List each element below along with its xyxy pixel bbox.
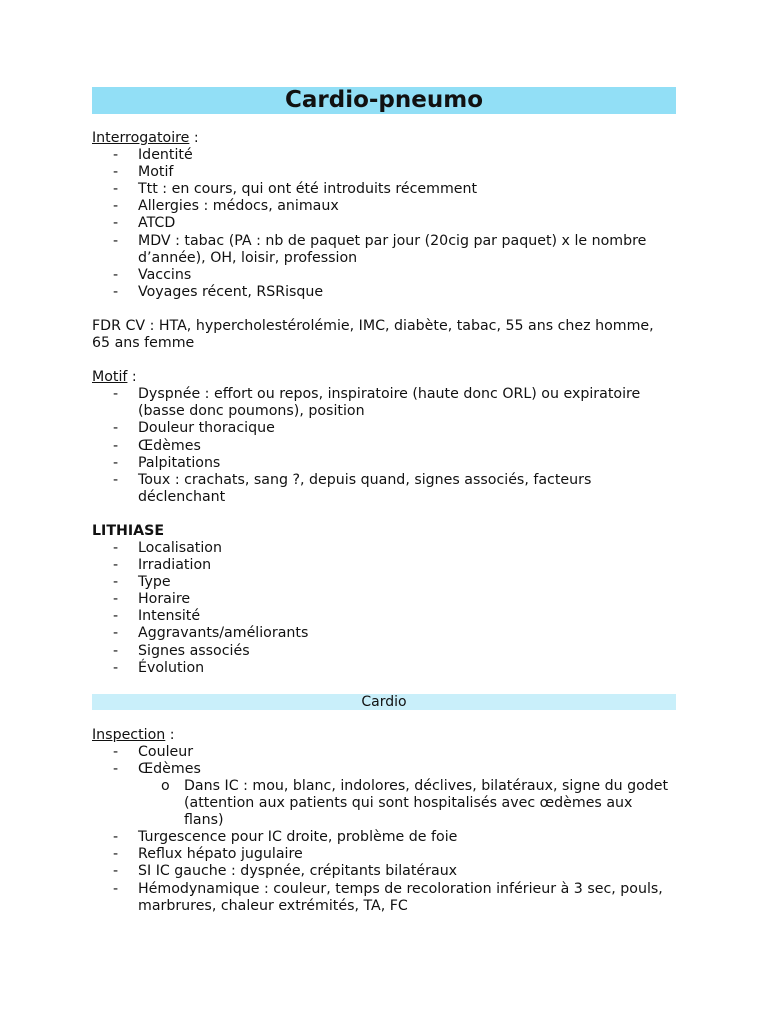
lithiase-heading: LITHIASE (92, 522, 165, 539)
list-item-text: Œdèmes (138, 760, 201, 777)
list-item-text: Ttt : en cours, qui ont été introduits récemment (138, 181, 478, 198)
section-bar-cardio (92, 694, 676, 710)
list-item-text: Turgescence pour IC droite, problème de foie (138, 829, 458, 846)
dash-bullet: - (113, 863, 119, 880)
dash-bullet: - (113, 829, 119, 846)
list-item (92, 574, 676, 591)
list-item (92, 660, 676, 677)
list-item (92, 863, 676, 880)
list-item (92, 284, 676, 301)
document-page (92, 87, 676, 915)
dash-bullet: - (113, 147, 119, 164)
interrogatoire-heading-text: Interrogatoire (92, 130, 190, 146)
fdr-paragraph: FDR CV : HTA, hypercholestérolémie, IMC, diabète, tabac, 55 ans chez homme, 65 ans femme (92, 317, 654, 352)
list-item-text: Signes associés (138, 642, 250, 659)
list-item-text: Œdèmes (138, 437, 201, 454)
dash-bullet: - (113, 232, 119, 249)
list-item-text: Intensité (138, 608, 201, 625)
inspection-heading-suffix: : (165, 726, 175, 743)
list-item (92, 829, 676, 846)
dash-bullet: - (113, 557, 119, 574)
list-item (92, 181, 676, 198)
circle-bullet: o (161, 778, 170, 794)
dash-bullet: - (113, 539, 119, 556)
motif-heading-suffix: : (127, 369, 137, 386)
list-item-text: Type (138, 574, 171, 591)
dash-bullet: - (113, 659, 119, 676)
list-item-text: ATCD (138, 215, 176, 232)
list-item (92, 643, 676, 660)
motif-heading (92, 369, 676, 386)
list-item (92, 164, 676, 181)
inspection-sub-list (138, 778, 676, 829)
list-item (92, 744, 676, 761)
dash-bullet: - (113, 846, 119, 863)
sub-list-item (138, 778, 676, 829)
list-item (92, 761, 676, 829)
interrogatoire-heading-suffix: : (189, 130, 199, 146)
list-item (92, 233, 676, 267)
list-item-text: Évolution (138, 659, 205, 676)
dash-bullet: - (113, 181, 119, 198)
list-item (92, 215, 676, 232)
title-bar (92, 87, 676, 114)
list-item-text: Aggravants/améliorants (138, 625, 309, 642)
list-item (92, 438, 676, 455)
motif-list (92, 386, 676, 506)
list-item-text: Allergies : médocs, animaux (138, 198, 339, 215)
dash-bullet: - (113, 266, 119, 283)
dash-bullet: - (113, 743, 119, 760)
list-item (92, 386, 676, 420)
document-title: Cardio-pneumo (284, 87, 483, 113)
dash-bullet: - (113, 608, 119, 625)
list-item (92, 147, 676, 164)
list-item-text: Voyages récent, RSRisque (138, 283, 324, 300)
list-item-text: MDV : tabac (PA : nb de paquet par jour (20cig par paquet) x le nombre d’année), OH, loisir, profession (138, 232, 647, 266)
list-item-text: Toux : crachats, sang ?, depuis quand, signes associés, facteurs déclenchant (138, 471, 592, 505)
section-title-cardio: Cardio (361, 693, 407, 710)
dash-bullet: - (113, 574, 119, 591)
list-item-text: Hémodynamique : couleur, temps de recoloration inférieur à 3 sec, pouls, marbrures, chaleur extrémités, TA, FC (138, 880, 663, 914)
list-item-text: Vaccins (138, 266, 192, 283)
motif-heading-text: Motif (92, 369, 128, 386)
list-item (92, 591, 676, 608)
dash-bullet: - (113, 471, 119, 488)
list-item (92, 557, 676, 574)
list-item-text: Identité (138, 147, 193, 164)
dash-bullet: - (113, 164, 119, 181)
interrogatoire-heading (92, 130, 676, 147)
spacer (92, 301, 676, 318)
dash-bullet: - (113, 198, 119, 215)
list-item (92, 881, 676, 915)
list-item-text: Couleur (138, 743, 194, 760)
inspection-heading (92, 727, 676, 744)
list-item (92, 455, 676, 472)
dash-bullet: - (113, 591, 119, 608)
list-item-text: Douleur thoracique (138, 420, 275, 437)
dash-bullet: - (113, 642, 119, 659)
list-item-text: Dyspnée : effort ou repos, inspiratoire (haute donc ORL) ou expiratoire (basse donc poumons), position (138, 386, 641, 420)
dash-bullet: - (113, 625, 119, 642)
list-item (92, 472, 676, 506)
list-item (92, 267, 676, 284)
list-item (92, 846, 676, 863)
dash-bullet: - (113, 880, 119, 897)
inspection-heading-text: Inspection (92, 726, 166, 743)
list-item-text: SI IC gauche : dyspnée, crépitants bilatéraux (138, 863, 458, 880)
spacer (92, 506, 676, 523)
lithiase-list (92, 540, 676, 677)
list-item (92, 420, 676, 437)
interrogatoire-list (92, 147, 676, 301)
list-item-text: Horaire (138, 591, 191, 608)
list-item (92, 608, 676, 625)
list-item (92, 198, 676, 215)
dash-bullet: - (113, 437, 119, 454)
list-item-text: Reflux hépato jugulaire (138, 846, 303, 863)
list-item (92, 625, 676, 642)
dash-bullet: - (113, 454, 119, 471)
list-item (92, 540, 676, 557)
dash-bullet: - (113, 386, 119, 403)
list-item-text: Palpitations (138, 454, 221, 471)
dash-bullet: - (113, 420, 119, 437)
dash-bullet: - (113, 283, 119, 300)
list-item-text: Irradiation (138, 557, 212, 574)
sub-list-item-text: Dans IC : mou, blanc, indolores, déclives, bilatéraux, signe du godet (attention aux patients qui sont hospitalisés avec œdèmes aux flans) (184, 778, 669, 829)
inspection-list (92, 744, 676, 915)
list-item-text: Motif (138, 164, 174, 181)
dash-bullet: - (113, 760, 119, 777)
dash-bullet: - (113, 215, 119, 232)
list-item-text: Localisation (138, 539, 222, 556)
spacer (92, 352, 676, 369)
